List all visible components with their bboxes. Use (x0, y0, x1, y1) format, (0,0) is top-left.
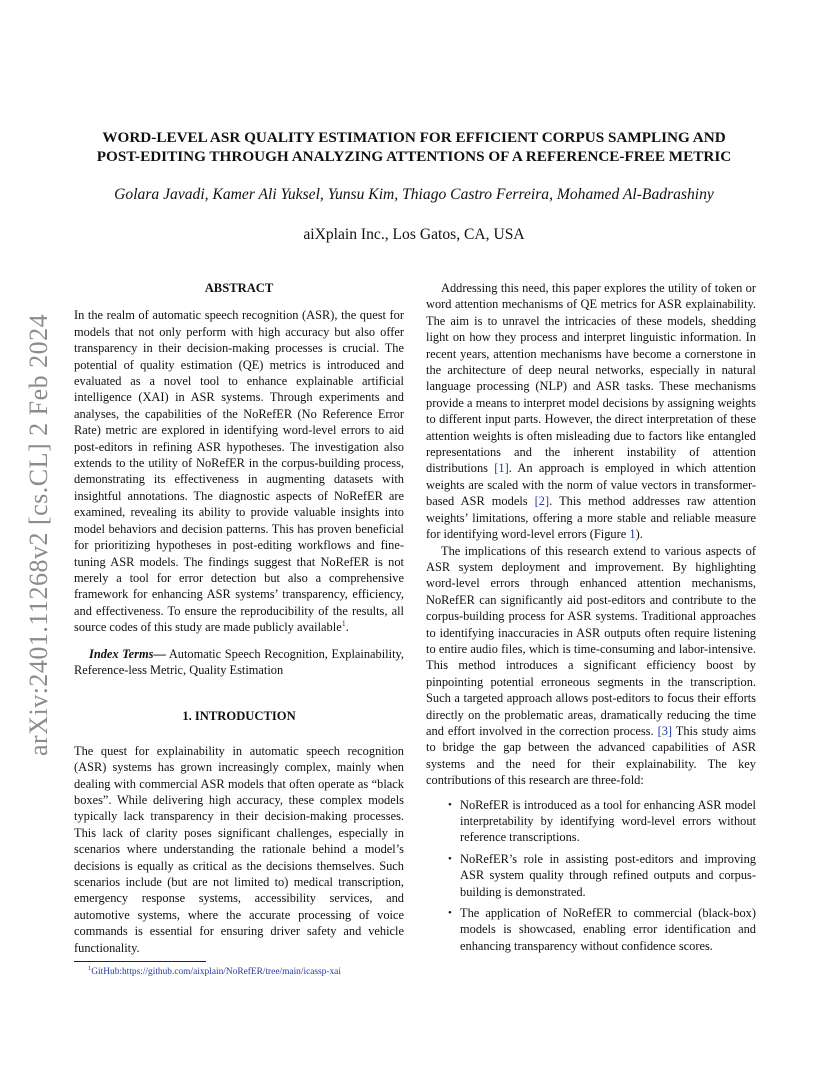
paper-title (74, 128, 754, 166)
contribution-text: NoRefER is introduced as a tool for enhancing ASR model interpretability by identifying word-level errors without reference transcriptions. (460, 797, 756, 845)
abstract-text: In the realm of automatic speech recognition (ASR), the quest for models that not only perform with high accuracy but also offer transparency in their decision-making processes is crucial. The potential of quality estimation (QE) metrics is introduced and evaluated as a novel tool to enhance explainable artificial intelligence (XAI) in ASR systems. Through experiments and analyses, the capabilities of the NoRefER (No Reference Error Rate) metric are explored in identifying word-level errors to aid post-editors in refining ASR hypotheses. The investigation also extends to the utility of NoRefER in the corpus-building process, demonstrating its effectiveness in augmenting datasets with insightful annotations. The diagnostic aspects of NoRefER are examined, revealing its ability to provide valuable insights into model behaviors and decision patterns. This has proven beneficial for prioritizing hypotheses in post-editing workflows and fine-tuning ASR models. The findings suggest that NoRefER is not merely a tool for error detection but also a comprehensive framework for enhancing ASR systems’ transparency, efficiency, and effectiveness. To ensure the reproducibility of the results, all source codes of this study are made publicly available (74, 308, 404, 635)
bullet-icon: • (448, 798, 452, 811)
intro-paragraph-3 (426, 543, 756, 789)
citation-3[interactable]: [3] (657, 723, 673, 738)
intro-p2-text-d: ). (635, 527, 643, 542)
intro-p2-text-b: . An approach is employed in which attention weights are scaled with the norm of value vectors in transformer-based ASR models (426, 461, 757, 509)
right-column (426, 280, 756, 959)
paper-title-line-1: WORD-LEVEL ASR QUALITY ESTIMATION FOR EFFICIENT CORPUS SAMPLING AND (102, 129, 726, 146)
citation-1[interactable]: [1] (494, 461, 509, 476)
abstract-end: . (345, 620, 349, 635)
abstract-heading: ABSTRACT (204, 281, 274, 295)
citation-2[interactable]: [2] (534, 494, 550, 509)
contribution-text: The application of NoRefER to commercial (black-box) models is showcased, enabling error identification and enhancing transparency without confidence scores. (460, 906, 756, 953)
contribution-text: NoRefER’s role in assisting post-editors and improving ASR system quality through refined outputs and corpus-building is demonstrated. (460, 851, 756, 899)
intro-p2-text-c: . This method addresses raw attention weights’ limitations, offering a more stable and reliable measure for identifying word-level errors (Figure (426, 494, 757, 542)
footnote-link[interactable]: GitHub:https://github.com/aixplain/NoRefER/tree/main/icassp-xai (91, 967, 341, 978)
intro-p2-text-a: Addressing this need, this paper explores the utility of token or word attention mechanisms of QE metrics for ASR explainability. The aim is to unravel the intricacies of these models, shedding light on how they process and interpret linguistic information. In recent years, attention mechanisms have become a cornerstone in the architecture of deep neural networks, especially in natural language processing (NLP) and ASR tasks. These mechanisms provide a means to interpret model decisions by assigning weights to different input parts. However, the direct interpretation of these attention weights is often misleading due to factors like entangled representations and the inherent instability of attention distributions (426, 281, 756, 476)
intro-p3-text-b: This study aims to bridge the gap between the advanced capabilities of ASR systems and the need for their explainability. The key contributions of this research are three-fold: (426, 723, 756, 788)
abstract-body (74, 307, 404, 635)
left-column (74, 280, 404, 956)
list-item (448, 905, 756, 954)
intro-paragraph-2 (426, 280, 756, 543)
bullet-icon: • (448, 907, 452, 920)
footnote-marker[interactable]: 1 (341, 619, 346, 628)
intro-p3-text-a: The implications of this research extend to various aspects of ASR system deployment and improvement. By highlighting word-level errors through enhanced attention mechanisms, NoRefER can significantly aid post-editors and contribute to the corpus-building process for ASR systems. Traditional approaches to identifying inaccuracies in ASR outputs often require listening to entire audio files, which is time-consuming and labor-intensive. This method introduces a significant efficiency boost by pinpointing potential erroneous segments in the transcription. Such a targeted approach allows post-editors to focus their efforts directly on the problematic areas, dramatically reducing the time and effort involved in the correction process. (426, 543, 756, 738)
footnote-divider (74, 961, 206, 962)
list-item (448, 851, 756, 900)
bullet-icon: • (448, 852, 452, 865)
arxiv-identifier (18, 300, 52, 760)
footnote (88, 965, 341, 977)
index-terms-text: Automatic Speech Recognition, Explainability, Reference-less Metric, Quality Estimation (74, 646, 404, 677)
index-terms (74, 646, 404, 679)
author-list: Golara Javadi, Kamer Ali Yuksel, Yunsu Kim, Thiago Castro Ferreira, Mohamed Al-Badrashiny (114, 186, 714, 203)
index-terms-label: Index Terms— (89, 646, 166, 661)
contributions-list (426, 797, 756, 955)
footnote-number: 1 (88, 965, 92, 972)
affiliation: aiXplain Inc., Los Gatos, CA, USA (303, 226, 525, 243)
figure-1-ref[interactable]: 1 (629, 527, 636, 542)
list-item (448, 797, 756, 846)
introduction-heading: 1. INTRODUCTION (182, 709, 296, 724)
arxiv-identifier-text: arXiv:2401.11268v2 [cs.CL] 2 Feb 2024 (24, 313, 53, 756)
paper-title-line-2: POST-EDITING THROUGH ANALYZING ATTENTIONS OF A REFERENCE-FREE METRIC (96, 148, 732, 165)
intro-paragraph-1: The quest for explainability in automatic speech recognition (ASR) systems has grown increasingly complex, mainly when dealing with commercial ASR models that often operate as “black boxes”. While delivering high accuracy, these complex models typically lack transparency in their decision-making processes. This lack of clarity poses significant challenges, especially in scenarios where understanding the rationale behind a model’s decisions is equally as critical as the decisions themselves. Such scenarios include (but are not limited to) medical transcription, emergency response systems, accessibility services, and automotive systems, where the accurate processing of voice commands is essential for ensuring driver safety and vehicle functionality. (74, 743, 404, 955)
